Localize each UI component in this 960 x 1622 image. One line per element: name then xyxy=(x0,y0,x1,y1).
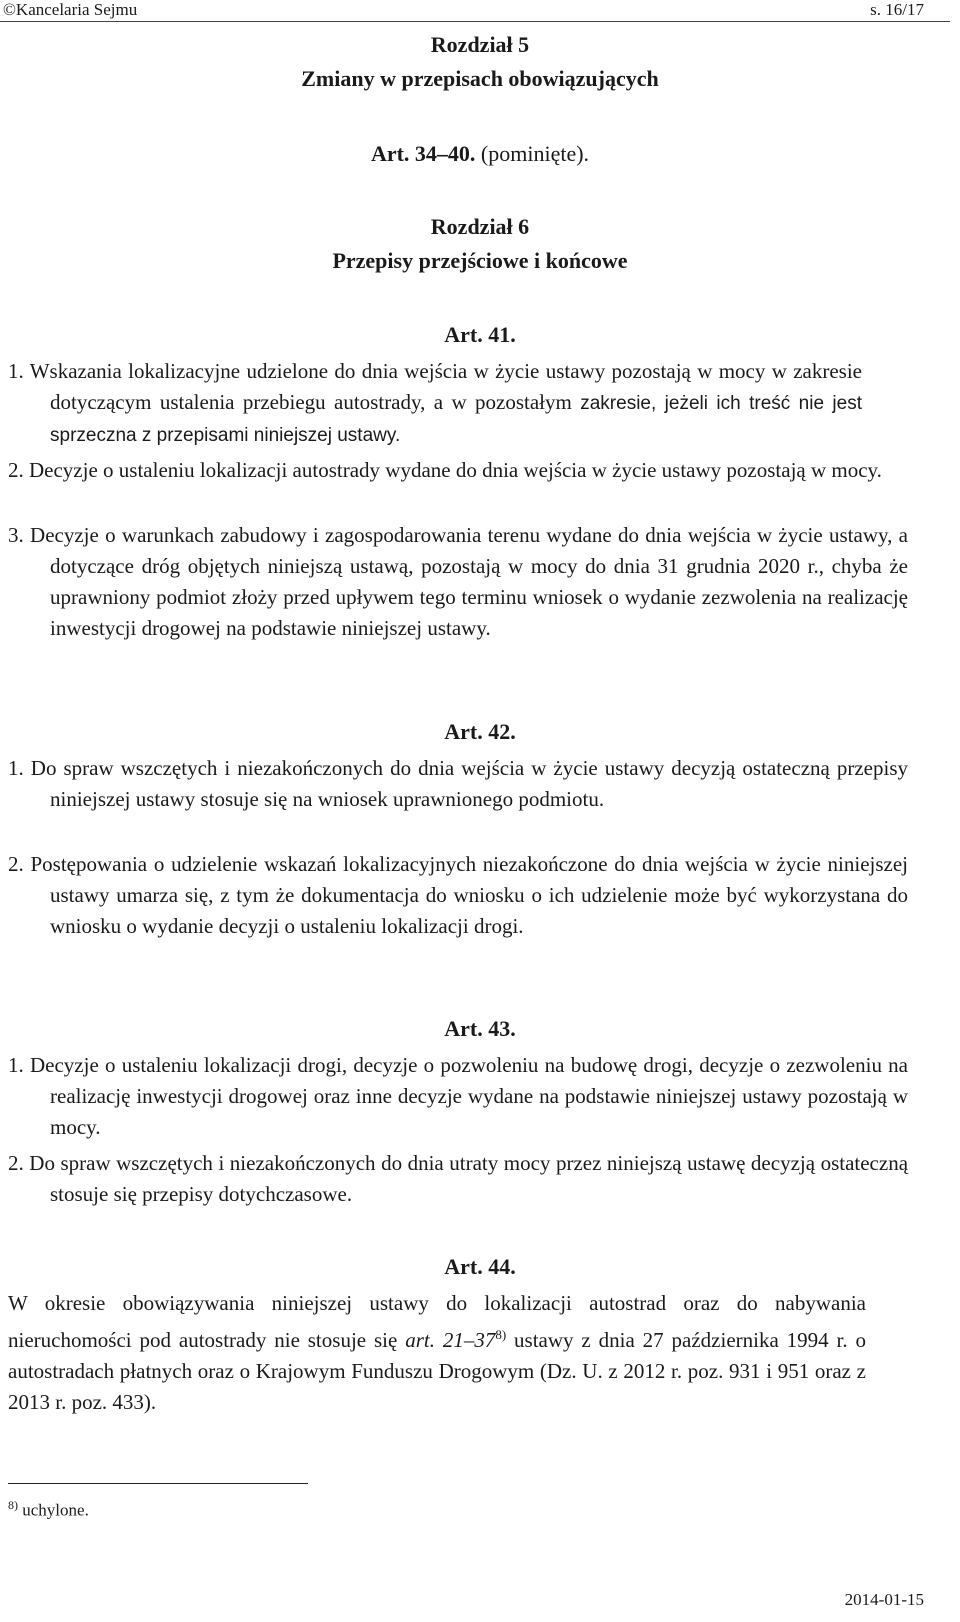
art-42-paragraph-1 xyxy=(8,753,908,815)
chapter-5-number: Rozdział 5 xyxy=(430,32,530,57)
art-41-paragraph-2 xyxy=(8,455,908,486)
paragraph-text: Do spraw wszczętych i niezakończonych do dnia wejścia w życie ustawy decyzją ostateczną przepisy niniejszej ustawy stosuje się na wniosek uprawnionego podmiotu. xyxy=(30,756,909,811)
art-34-text: (pominięte). xyxy=(480,141,590,166)
art-34-label: Art. 34–40. xyxy=(370,141,476,166)
art-43-label: Art. 43. xyxy=(444,1016,516,1041)
paragraph-text: W okresie obowiązywania niniejszej ustawy do lokalizacji autostrad oraz do nabywania nieruchomości pod autostrady nie stosuje się xyxy=(8,1291,866,1352)
art-44-paragraph xyxy=(8,1288,866,1418)
footnote xyxy=(8,1493,89,1523)
art-42-paragraph-2 xyxy=(8,849,908,942)
art-41-paragraph-3 xyxy=(8,520,908,644)
paragraph-text: Decyzje o warunkach zabudowy i zagospodarowania terenu wydane do dnia wejścia w życie ustawy, a dotyczące dróg objętych niniejszą ustawą, pozostają w mocy do dnia 31 grudnia 2020 xyxy=(30,523,908,578)
paragraph-text: Do spraw wszczętych i niezakończonych do dnia utraty mocy przez niniejszą ustawę decyzją ostateczną stosuje się przepisy dotychczasowe. xyxy=(29,1151,909,1206)
paragraph-text-cont: r., chyba że uprawniony podmiot złoży przed upływem tego terminu wniosek o wydanie zezwolenia na realizację inwestycji drogowej na podstawie niniejszej ustawy. xyxy=(50,554,909,640)
page-header xyxy=(0,0,960,22)
footnote-rule xyxy=(8,1483,308,1484)
header-page-number: s. 16/17 xyxy=(870,0,924,19)
chapter-6-title: Przepisy przejściowe i końcowe xyxy=(332,248,628,273)
paragraph-number: 3. xyxy=(8,523,24,547)
paragraph-number: 1. xyxy=(8,359,24,383)
paragraph-text-sans: zakresie, jeżeli ich treść nie jest sprzeczna z przepisami niniejszej ustawy. xyxy=(50,393,863,446)
chapter-5-title: Zmiany w przepisach obowiązujących xyxy=(301,66,659,91)
paragraph-number: 2. xyxy=(8,458,24,482)
footnote-marker: 8) xyxy=(8,1498,18,1512)
paragraph-number: 1. xyxy=(8,1053,24,1077)
art-41-label: Art. 41. xyxy=(444,322,516,347)
footer-date: 2014-01-15 xyxy=(844,1590,924,1609)
art-42-label: Art. 42. xyxy=(444,719,516,744)
chapter-6-number: Rozdział 6 xyxy=(430,214,530,239)
paragraph-text-cont: ustawy z dnia 27 października 1994 r. o autostradach płatnych oraz o Krajowym Funduszu Drogowym (Dz. U. z 2012 r. poz. 931 i 951 oraz z 2013 r. poz. 433). xyxy=(8,1328,866,1414)
paragraph-text: Postępowania o udzielenie wskazań lokalizacyjnych niezakończone do dnia wejścia w życie niniejszej ustawy umarza się, z tym że dokumentacja do wniosku o ich udzielenie może być wykorzystana do wniosku o wydanie decyzji o ustaleniu lokalizacji drogi. xyxy=(30,852,909,938)
article-reference: art. 21–37 xyxy=(405,1328,496,1352)
footnote-reference: 8) xyxy=(495,1327,507,1342)
art-43-paragraph-1 xyxy=(8,1050,908,1143)
paragraph-number: 2. xyxy=(8,1151,24,1175)
footnote-text: uchylone. xyxy=(22,1500,89,1520)
header-source: ©Kancelaria Sejmu xyxy=(3,0,138,19)
paragraph-number: 1. xyxy=(8,756,24,780)
header-rule xyxy=(0,21,950,22)
art-44-label: Art. 44. xyxy=(444,1254,516,1279)
art-43-paragraph-2 xyxy=(8,1148,908,1210)
art-34-40 xyxy=(0,139,960,169)
art-41-paragraph-1 xyxy=(8,356,862,451)
paragraph-text: Decyzje o ustaleniu lokalizacji autostrady wydane do dnia wejścia w życie ustawy pozostają w mocy. xyxy=(29,458,882,482)
paragraph-text: Decyzje o ustaleniu lokalizacji drogi, decyzje o pozwoleniu na budowę drogi, decyzje o zezwoleniu na realizację inwestycji drogowej oraz inne decyzje wydane na podstawie niniejszej ustawy pozostają w mocy. xyxy=(30,1053,909,1139)
paragraph-text: Wskazania lokalizacyjne udzielone do dnia wejścia w życie ustawy pozostają w mocy w zakresie dotyczącym ustalenia przebiegu autostrady, a w pozostałym xyxy=(29,359,862,414)
paragraph-number: 2. xyxy=(8,852,24,876)
